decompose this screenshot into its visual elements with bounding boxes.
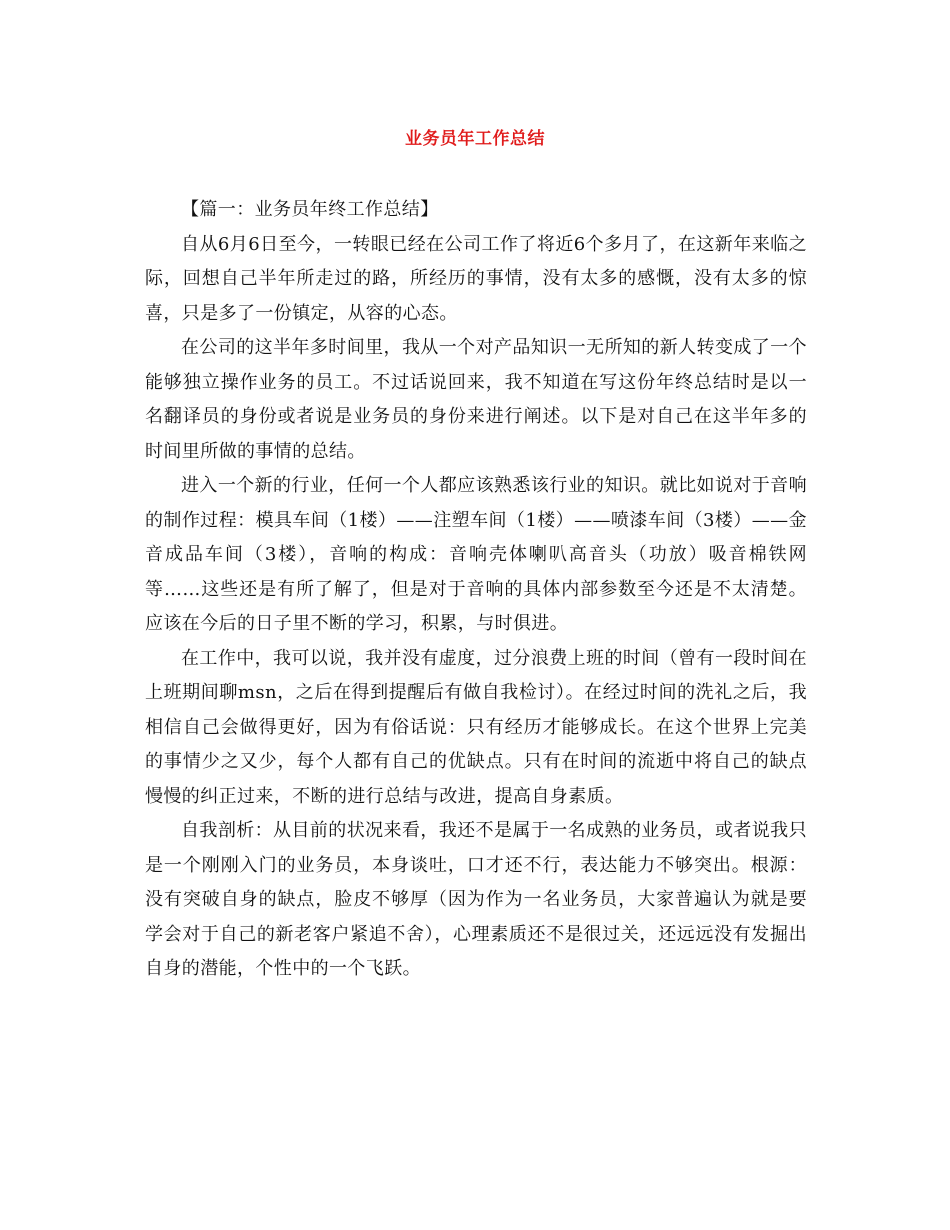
paragraph: 自我剖析：从目前的状况来看，我还不是属于一名成熟的业务员，或者说我只是一个刚刚入门的业务员，本身谈吐，口才还不行，表达能力不够突出。根源：没有突破自身的缺点，脸皮不够厚（因为作为一名业务员，大家普遍认为就是要学会对于自己的新老客户紧追不舍），心理素质还不是很过关，还远远没有发掘出自身的潜能，个性中的一个飞跃。 — [145, 820, 807, 979]
document-body — [145, 193, 807, 987]
paragraph: 在公司的这半年多时间里，我从一个对产品知识一无所知的新人转变成了一个能够独立操作业务的员工。不过话说回来，我不知道在写这份年终总结时是以一名翻译员的身份或者说是业务员的身份来进行阐述。以下是对自己在这半年多的时间里所做的事情的总结。 — [145, 337, 807, 462]
paragraph: 进入一个新的行业，任何一个人都应该熟悉该行业的知识。就比如说对于音响的制作过程：模具车间（1楼）——注塑车间（1楼）——喷漆车间（3楼）——金音成品车间（3楼），音响的构成：音响壳体喇叭高音头（功放）吸音棉铁网等……这些还是有所了解了，但是对于音响的具体内部参数至今还是不太清楚。应该在今后的日子里不断的学习，积累，与时俱进。 — [145, 475, 807, 634]
paragraph: 自从6月6日至今，一转眼已经在公司工作了将近6个多月了，在这新年来临之际，回想自己半年所走过的路，所经历的事情，没有太多的感慨，没有太多的惊喜，只是多了一份镇定，从容的心态。 — [145, 233, 807, 324]
section-heading: 【篇一：业务员年终工作总结】 — [181, 199, 439, 220]
document-title: 业务员年工作总结 — [405, 129, 545, 149]
paragraph: 在工作中，我可以说，我并没有虚度，过分浪费上班的时间（曾有一段时间在上班期间聊msn，之后在得到提醒后有做自我检讨）。在经过时间的洗礼之后，我相信自己会做得更好，因为有俗话说：只有经历才能够成长。在这个世界上完美的事情少之又少，每个人都有自己的优缺点。只有在时间的流逝中将自己的缺点慢慢的纠正过来，不断的进行总结与改进，提高自身素质。 — [145, 647, 807, 807]
